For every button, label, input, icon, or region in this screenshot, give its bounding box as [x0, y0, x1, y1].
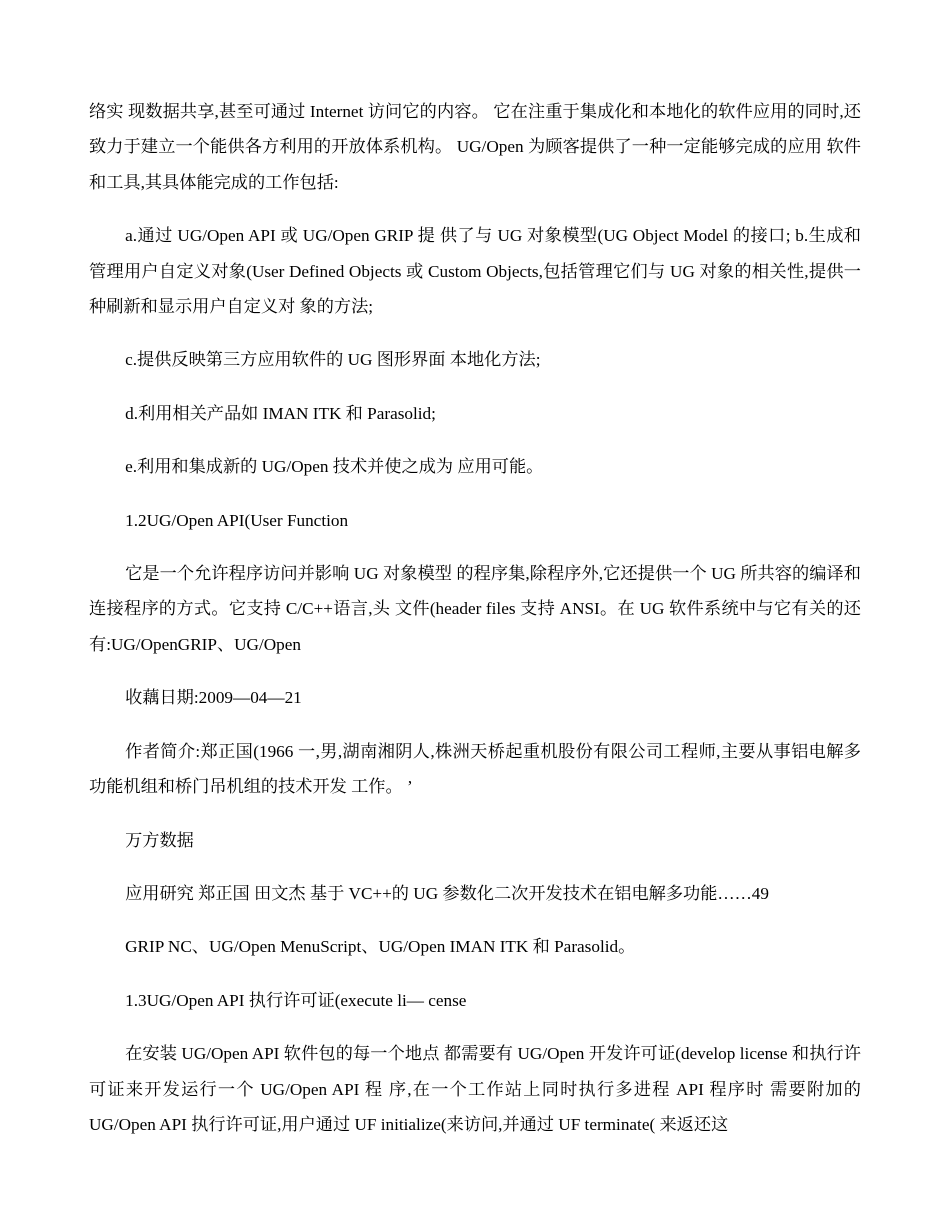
paragraph-item-e: e.利用和集成新的 UG/Open 技术并使之成为 应用可能。: [125, 457, 544, 477]
document-body: [89, 94, 861, 1160]
paragraph-license-description: 在安装 UG/Open API 软件包的每一个地点 都需要有 UG/Open 开发许可证(develop license 和执行许可证来开发运行一个 UG/Open API 程 序,在一个工作站上同时执行多进程 API 程序时 需要附加的 UG/Open API 执行许可证,用户通过 UF initialize(来访问,并通过 UF terminate( 来返还这: [89, 1044, 861, 1134]
paragraph-wanfang-source: 万方数据: [125, 830, 194, 850]
section-heading-1-3: 1.3UG/Open API 执行许可证(execute li— cense: [125, 990, 467, 1010]
paragraph-intro-continuation: 络实 现数据共享,甚至可通过 Internet 访问它的内容。 它在注重于集成化和本地化的软件应用的同时,还 致力于建立一个能供各方利用的开放体系机构。 UG/Open 为顾客提供了一种一定能够完成的应用 软件和工具,其具体能完成的工作包括:: [89, 102, 861, 192]
paragraph-item-c: c.提供反映第三方应用软件的 UG 图形界面 本地化方法;: [125, 350, 541, 370]
section-heading-1-2: 1.2UG/Open API(User Function: [125, 510, 349, 530]
paragraph-running-header: 应用研究 郑正国 田文杰 基于 VC++的 UG 参数化二次开发技术在铝电解多功能……49: [125, 883, 769, 903]
paragraph-author-bio: 作者简介:郑正国(1966 一,男,湖南湘阴人,株洲天桥起重机股份有限公司工程师,主要从事铝电解多功能机组和桥门吊机组的技术开发 工作。 ’: [89, 741, 861, 797]
paragraph-item-d: d.利用相关产品如 IMAN ITK 和 Parasolid;: [125, 403, 436, 423]
paragraph-received-date: 收藕日期:2009—04—21: [125, 688, 302, 708]
paragraph-grip-list: GRIP NC、UG/Open MenuScript、UG/Open IMAN ITK 和 Parasolid。: [125, 937, 636, 957]
paragraph-item-a-b: a.通过 UG/Open API 或 UG/Open GRIP 提 供了与 UG 对象模型(UG Object Model 的接口; b.生成和管理用户自定义对象(User Defined Objects 或 Custom Objects,包括管理它们与 UG 对象的相关性,提供一种刷新和显示用户自定义对 象的方法;: [89, 226, 861, 317]
paragraph-api-description: 它是一个允许程序访问并影响 UG 对象模型 的程序集,除程序外,它还提供一个 UG 所共容的编译和连接程序的方式。它支持 C/C++语言,头 文件(header files 支持 ANSI。在 UG 软件系统中与它有关的还有:UG/OpenGRIP、UG/Open: [89, 564, 861, 654]
